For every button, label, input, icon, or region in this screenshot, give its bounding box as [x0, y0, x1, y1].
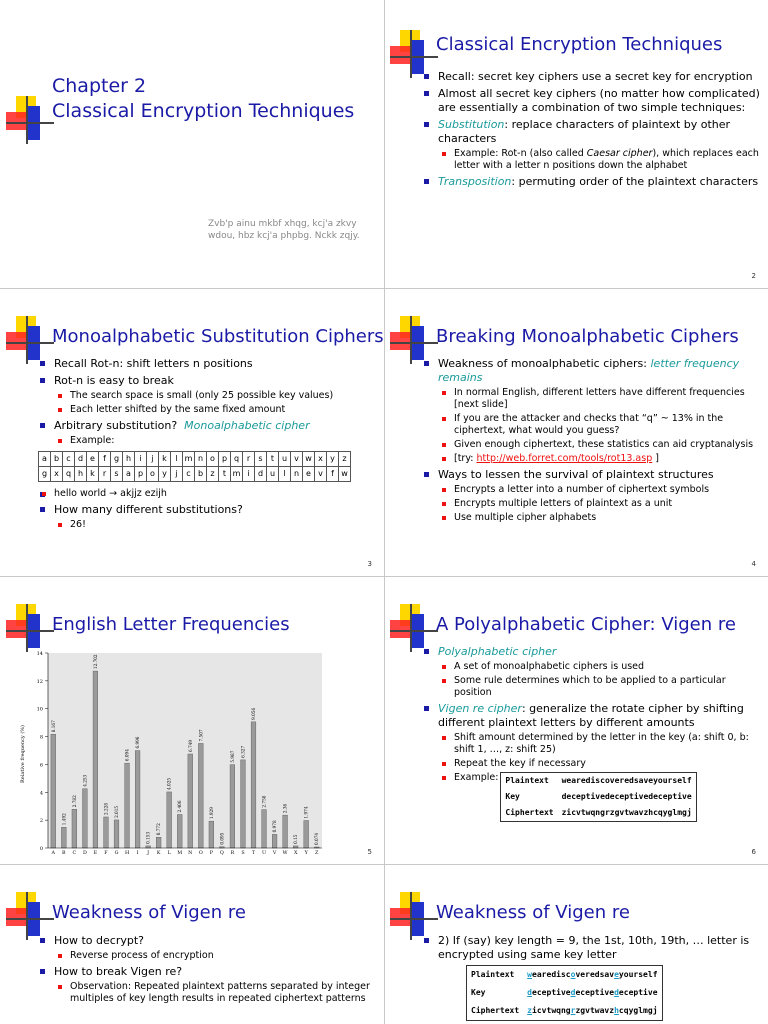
bar-value-label: 0.15 [293, 834, 299, 844]
bar-I [135, 751, 140, 848]
y-tick-label: 12 [36, 678, 43, 685]
alphabet-cell: p [135, 467, 147, 482]
alphabet-cell: h [75, 467, 87, 482]
sub-bullet: Use multiple cipher alphabets [438, 512, 760, 524]
bar-value-label: 0.095 [219, 832, 225, 845]
x-tick-label: D [82, 851, 87, 856]
bar-value-label: 2.228 [103, 802, 109, 815]
x-axis [48, 848, 322, 856]
alphabet-cell: y [327, 452, 339, 467]
alphabet-cell: q [231, 452, 243, 467]
x-tick-label: O [198, 851, 203, 856]
bar-J [146, 846, 151, 848]
bullet: Rot-n is easy to break The search space is small (only 25 possible key values) Each letter shifted by the same fixed amount [38, 374, 376, 416]
bullet: Almost all secret key ciphers (no matter how complicated) are essentially a combination of two simple techniques: [422, 87, 760, 115]
bullet: Weakness of monoalphabetic ciphers: letter frequency remains In normal English, different letters have different frequencies [next slide] If you are the attacker and checks that “q” ~ 13% in the ciphertext, what would you guess? Given enough ciphertext, these statistics can aid cryptanalysis [try: http://web.forret.com/tools/rot13.asp ] [422, 357, 760, 465]
slide-logo [6, 96, 54, 144]
page-number: 6 [751, 848, 756, 856]
page-number: 3 [367, 560, 372, 568]
y-tick-label: 8 [39, 734, 43, 741]
bar-value-label: 4.253 [82, 774, 88, 787]
y-tick-label: 10 [36, 706, 43, 713]
ciphertext-row: Ciphertext zicvtwqngrzgvtwavzhcqyglmgj [471, 1006, 658, 1015]
y-tick-label: 14 [36, 651, 43, 657]
bullet: Transposition: permuting order of the plaintext characters [422, 175, 760, 189]
alphabet-cell: x [51, 467, 63, 482]
sub-bullet: Reverse process of encryption [54, 950, 376, 962]
bullet: How to decrypt? Reverse process of encryption [38, 934, 376, 962]
alphabet-cell: g [39, 467, 51, 482]
plaintext-row: Plaintext wearediscoveredsaveyourself [505, 776, 692, 785]
bullet: Recall: secret key ciphers use a secret key for encryption [422, 70, 760, 84]
alphabet-cell: t [219, 467, 231, 482]
bar-value-label: 6.327 [240, 745, 246, 758]
alphabet-cell: j [147, 452, 159, 467]
slide-logo [390, 892, 438, 940]
alphabet-cell: i [243, 467, 255, 482]
sub-bullet: Shift amount determined by the letter in the key (a: shift 0, b: shift 1, …, z: shift 25) [438, 732, 760, 756]
bullet: How to break Vigen re? Observation: Repeated plaintext patterns separated by integer multiples of key length results in repeated ciphertext patterns [38, 965, 376, 1005]
slide-title: Breaking Monoalphabetic Ciphers [436, 326, 739, 347]
sub-bullet: Repeat the key if necessary [438, 758, 760, 770]
slide-title: English Letter Frequencies [52, 614, 290, 635]
bar-W [283, 815, 288, 848]
y-axis [37, 651, 48, 852]
bar-T [251, 722, 256, 848]
alphabet-cell: o [207, 452, 219, 467]
x-tick-label: Z [315, 851, 319, 856]
page-number: 4 [751, 560, 756, 568]
alphabet-cell: g [111, 452, 123, 467]
alphabet-cell: z [207, 467, 219, 482]
bar-value-label: 2.758 [261, 795, 267, 808]
alphabet-cell: h [123, 452, 135, 467]
vigenere-example-table [500, 772, 696, 822]
x-tick-label: Y [304, 851, 308, 856]
bullet: 2) If (say) key length = 9, the 1st, 10th, 19th, … letter is encrypted using same key letter [422, 934, 760, 962]
alphabet-cell: v [291, 452, 303, 467]
alphabet-cell: u [267, 467, 279, 482]
plaintext-row: Plaintext wearediscoveredsaveyourself [471, 970, 658, 979]
vigenere-highlight-table [466, 965, 663, 1021]
slide-5 [0, 576, 384, 864]
alphabet-cell: b [195, 467, 207, 482]
slide-7 [0, 864, 384, 1024]
sub-bullet: Given enough ciphertext, these statistics can aid cryptanalysis [438, 439, 760, 451]
bullet: Recall Rot-n: shift letters n positions [38, 357, 376, 371]
y-tick-label: 2 [39, 818, 43, 825]
slide-body [38, 934, 376, 1008]
bar-value-label: 0.772 [156, 823, 162, 836]
slide-4 [384, 288, 768, 576]
bar-D [83, 789, 88, 848]
bar-value-label: 0.074 [314, 832, 320, 845]
sub-bullet: [try: http://web.forret.com/tools/rot13.asp ] [438, 453, 760, 465]
alphabet-cell: x [315, 452, 327, 467]
bar-value-label: 1.929 [208, 807, 214, 820]
alphabet-cell: b [51, 452, 63, 467]
bullet: Substitution: replace characters of plaintext by other characters Example: Rot-n (also called Caesar cipher), which replaces each letter with a letter n positions down the alphabet [422, 118, 760, 172]
plain-alphabet-row [39, 452, 351, 467]
sub-bullet: Observation: Repeated plaintext patterns separated by integer multiples of key length results in repeated ciphertext patterns [54, 981, 376, 1005]
bar-value-label: 1.492 [61, 813, 67, 826]
alphabet-cell: n [195, 452, 207, 467]
bar-value-label: 6.996 [135, 736, 141, 749]
bar-A [51, 734, 56, 848]
x-tick-label: F [104, 851, 108, 856]
bar-R [230, 765, 235, 848]
alphabet-cell: o [147, 467, 159, 482]
key-row: Key deceptivedeceptivedeceptive [505, 792, 692, 801]
slide-body [422, 934, 760, 1021]
bar-value-label: 0.153 [145, 831, 151, 844]
slide-1 [0, 0, 384, 288]
x-tick-label: P [209, 851, 213, 856]
bar-B [61, 827, 66, 848]
bullet: Polyalphabetic cipher A set of monoalphabetic ciphers is used Some rule determines which to be applied to a particular position [422, 645, 760, 699]
alphabet-cell: z [339, 452, 351, 467]
key-row: Key deceptivedeceptivedeceptive [471, 988, 658, 997]
plot-background [48, 653, 322, 848]
slide-2 [384, 0, 768, 288]
sub-bullet: The search space is small (only 25 possible key values) [54, 390, 376, 402]
y-axis-label: Relative frequency (%) [20, 725, 26, 783]
x-tick-label: X [293, 851, 298, 856]
x-tick-label: V [272, 851, 277, 856]
slide-body [422, 357, 760, 527]
x-tick-label: E [93, 851, 98, 856]
bar-value-label: 5.987 [229, 750, 235, 763]
alphabet-cell: e [87, 452, 99, 467]
bar-M [177, 814, 182, 848]
alphabet-cell: e [303, 467, 315, 482]
bar-H [125, 763, 130, 848]
x-tick-label: M [177, 851, 183, 856]
bullet: How many different substitutions? 26! [38, 503, 376, 531]
chapter-title-line2: Classical Encryption Techniques [52, 100, 355, 122]
bar-E [93, 671, 98, 848]
x-tick-label: Q [219, 851, 224, 856]
slide-title: Classical Encryption Techniques [436, 34, 723, 55]
bullet: Vigen re cipher: generalize the rotate cipher by shifting different plaintext letters by different amounts Shift amount determined by the letter in the key (a: shift 0, b: shift 1, …, z: shift 25) Repeat the key if necessary Example: Plaintext wearediscoveredsaveyourself Key deceptivedeceptivedeceptive Ciphertext zicvtwqngrzgvtwavzhcqyglmgj [422, 702, 760, 822]
x-tick-label: I [136, 851, 139, 856]
ciphertext-row: Ciphertext zicvtwqngrzgvtwavzhcqyglmgj [505, 808, 692, 817]
alphabet-cell: u [279, 452, 291, 467]
alphabet-cell: l [279, 467, 291, 482]
bar-value-label: 2.782 [71, 795, 77, 808]
slide-8 [384, 864, 768, 1024]
alphabet-cell: l [171, 452, 183, 467]
alphabet-cell: k [87, 467, 99, 482]
alphabet-cell: m [231, 467, 243, 482]
rot13-link[interactable]: http://web.forret.com/tools/rot13.asp [476, 453, 653, 464]
slide-6 [384, 576, 768, 864]
alphabet-cell: a [123, 467, 135, 482]
bar-O [198, 743, 203, 848]
x-tick-label: T [251, 851, 256, 856]
alphabet-cell: m [183, 452, 195, 467]
cipher-alphabet-row [39, 467, 351, 482]
bar-value-label: 6.094 [124, 749, 130, 762]
bar-U [262, 810, 267, 848]
x-tick-label: N [188, 851, 193, 856]
cipher-text: Zvb'p ainu mkbf xhqg, kcj'a zkvy wdou, hbz kcj'a phpbg. Nckk zqjy. [208, 219, 360, 241]
sub-bullet: Encrypts multiple letters of plaintext as a unit [438, 498, 760, 510]
y-tick-label: 4 [39, 790, 43, 797]
x-tick-label: H [124, 851, 130, 856]
alphabet-cell: c [183, 467, 195, 482]
slide-body [422, 70, 760, 192]
sub-bullet: Encrypts a letter into a number of ciphertext symbols [438, 484, 760, 496]
page-number: 2 [751, 272, 756, 280]
bar-Y [304, 821, 309, 848]
sub-bullet-container [38, 488, 376, 500]
alphabet-cell: c [63, 452, 75, 467]
bar-F [104, 817, 109, 848]
sub-bullet: In normal English, different letters have different frequencies [next slide] [438, 387, 760, 411]
sub-bullet: Each letter shifted by the same fixed amount [54, 404, 376, 416]
alphabet-cell: d [255, 467, 267, 482]
sub-bullet: Example: Plaintext wearediscoveredsaveyourself Key deceptivedeceptivedeceptive Ciphertext zicvtwqngrzgvtwavzhcqyglmgj [438, 772, 760, 822]
bar-value-label: 1.974 [303, 806, 309, 819]
alphabet-cell: d [75, 452, 87, 467]
bar-G [114, 820, 119, 848]
bar-value-label: 9.056 [251, 707, 256, 720]
alphabet-cell: q [63, 467, 75, 482]
letter-frequency-chart [12, 636, 332, 858]
bar-value-label: 4.025 [166, 777, 172, 790]
slide-title: A Polyalphabetic Cipher: Vigen re [436, 614, 736, 635]
alphabet-cell: w [339, 467, 351, 482]
alphabet-cell: j [171, 467, 183, 482]
bullet: Ways to lessen the survival of plaintext structures Encrypts a letter into a number of ciphertext symbols Encrypts multiple letters of plaintext as a unit Use multiple cipher alphabets [422, 468, 760, 524]
sub-bullet: Some rule determines which to be applied to a particular position [438, 675, 760, 699]
alphabet-cell: w [303, 452, 315, 467]
slide-logo [6, 892, 54, 940]
bar-value-label: 12.702 [92, 654, 98, 670]
alphabet-cell: v [315, 467, 327, 482]
x-tick-label: S [241, 851, 245, 856]
bar-N [188, 754, 193, 848]
chapter-title [52, 74, 354, 124]
x-tick-label: J [147, 851, 150, 856]
bar-K [156, 837, 161, 848]
slide-title: Weakness of Vigen re [52, 902, 246, 923]
bar-value-label: 2.36 [282, 803, 288, 814]
bar-value-label: 7.507 [198, 729, 204, 742]
x-tick-label: C [72, 851, 77, 856]
x-tick-label: L [167, 851, 171, 856]
x-tick-label: G [114, 851, 119, 856]
alphabet-cell: i [135, 452, 147, 467]
alphabet-cell: t [267, 452, 279, 467]
chapter-title-line1: Chapter 2 [52, 75, 147, 97]
bar-value-label: 2.015 [114, 805, 119, 818]
bar-value-label: 0.978 [272, 820, 278, 833]
substitution-table [38, 451, 351, 482]
bar-value-label: 8.167 [50, 720, 56, 733]
x-tick-label: B [62, 851, 66, 856]
y-tick-label: 6 [39, 762, 43, 769]
sub-bullet: Example: Rot-n (also called Caesar cipher), which replaces each letter with a letter n positions down the alphabet [438, 148, 760, 172]
alphabet-cell: r [99, 467, 111, 482]
alphabet-cell: r [243, 452, 255, 467]
page-number: 5 [367, 848, 372, 856]
bar-S [241, 760, 246, 848]
slide-title: Monoalphabetic Substitution Ciphers [52, 326, 384, 347]
x-tick-label: K [156, 851, 161, 856]
x-tick-label: U [262, 851, 267, 856]
sub-bullet: hello world → akjjz ezijh [38, 488, 376, 500]
alphabet-cell: s [111, 467, 123, 482]
bullet: Arbitrary substitution? Monoalphabetic cipher Example: [38, 419, 376, 447]
sub-bullet: 26! [54, 519, 376, 531]
alphabet-cell: f [327, 467, 339, 482]
sub-bullet: A set of monoalphabetic ciphers is used [438, 661, 760, 673]
alphabet-cell: n [291, 467, 303, 482]
alphabet-cell: s [255, 452, 267, 467]
slide-body [38, 357, 376, 534]
alphabet-cell: p [219, 452, 231, 467]
bar-C [72, 809, 77, 848]
slide-3 [0, 288, 384, 576]
bar-P [209, 821, 214, 848]
bar-L [167, 792, 172, 848]
slide-body [422, 645, 760, 825]
sub-bullet: Example: [54, 435, 376, 447]
bar-value-label: 2.406 [177, 800, 183, 813]
bar-value-label: 6.749 [187, 739, 193, 752]
alphabet-cell: y [159, 467, 171, 482]
bar-V [272, 834, 277, 848]
x-tick-label: R [230, 851, 235, 856]
alphabet-cell: f [99, 452, 111, 467]
bar-X [293, 846, 298, 848]
x-tick-label: A [51, 851, 56, 856]
slide-title: Weakness of Vigen re [436, 902, 630, 923]
x-tick-label: W [282, 851, 288, 856]
alphabet-cell: k [159, 452, 171, 467]
alphabet-cell: a [39, 452, 51, 467]
sub-bullet: If you are the attacker and checks that “q” ~ 13% in the ciphertext, what would you guess? [438, 413, 760, 437]
y-tick-label: 0 [39, 846, 43, 852]
